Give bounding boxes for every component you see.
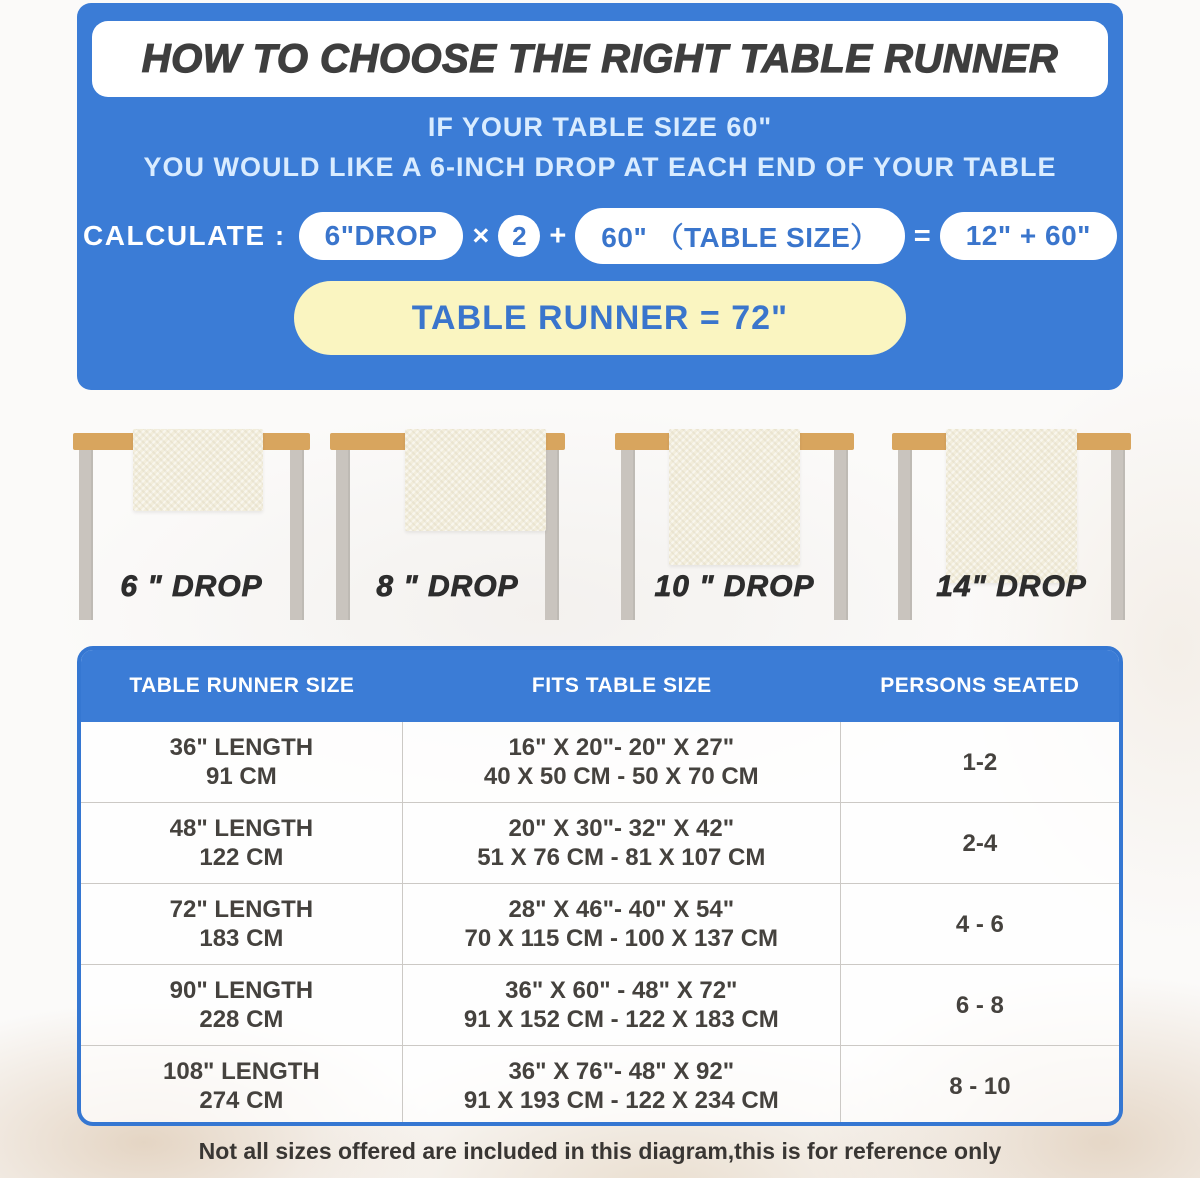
runner-size-inches: 72" LENGTH	[169, 896, 314, 923]
runner-size-cm: 122 CM	[199, 844, 284, 871]
title-banner	[92, 21, 1108, 97]
fits-size-cm: 51 X 76 CM - 81 X 107 CM	[477, 844, 766, 871]
persons-cell	[841, 803, 1119, 883]
table-row	[81, 1046, 1119, 1126]
persons-seated: 4 - 6	[955, 910, 1004, 938]
fits-size-cm: 91 X 193 CM - 122 X 234 CM	[463, 1087, 779, 1114]
size-table-header	[81, 650, 1119, 722]
fits-size-inches: 28" X 46"- 40" X 54"	[508, 896, 735, 923]
drop-pill: 6"DROP	[299, 212, 464, 260]
hero-panel	[77, 3, 1123, 390]
runner-size-inches: 108" LENGTH	[163, 1058, 320, 1085]
runner-size-cm: 91 CM	[206, 763, 277, 790]
runner-size-inches: 48" LENGTH	[169, 815, 314, 842]
persons-cell	[841, 722, 1119, 802]
fits-size-inches: 36" X 60" - 48" X 72"	[505, 977, 738, 1004]
subtitle-line-2: YOU WOULD LIKE A 6-INCH DROP AT EACH END OF YOUR TABLE	[143, 152, 1057, 182]
table-runner-cloth	[669, 429, 800, 565]
drop-label: 14" DROP	[936, 570, 1087, 603]
fits-size-cell	[403, 803, 841, 883]
persons-seated: 6 - 8	[955, 991, 1004, 1019]
drop-label: 8 " DROP	[376, 570, 519, 603]
calculation-row	[77, 208, 1123, 264]
table-runner-cloth	[133, 429, 263, 511]
subtitle-line-1: IF YOUR TABLE SIZE 60"	[427, 112, 773, 142]
runner-size-cm: 274 CM	[199, 1087, 284, 1114]
footer-note: Not all sizes offered are included in this diagram,this is for reference only	[198, 1138, 1002, 1164]
persons-seated: 1-2	[962, 748, 998, 776]
table-row	[81, 884, 1119, 965]
fits-size-cell	[403, 884, 841, 964]
fits-size-cm: 91 X 152 CM - 122 X 183 CM	[463, 1006, 779, 1033]
fits-size-inches: 16" X 20"- 20" X 27"	[508, 734, 735, 761]
calculate-label: CALCULATE :	[83, 220, 286, 251]
persons-seated: 8 - 10	[949, 1072, 1011, 1100]
runner-size-cm: 228 CM	[199, 1006, 284, 1033]
persons-cell	[841, 1046, 1119, 1126]
column-header-fits-size: FITS TABLE SIZE	[531, 674, 712, 697]
page-title: HOW TO CHOOSE THE RIGHT TABLE RUNNER	[141, 36, 1059, 81]
table-row	[81, 803, 1119, 884]
table-row	[81, 722, 1119, 803]
fits-size-cm: 70 X 115 CM - 100 X 137 CM	[464, 925, 779, 952]
fits-size-cell	[403, 965, 841, 1045]
fits-size-cell	[403, 722, 841, 802]
column-header-persons: PERSONS SEATED	[880, 674, 1080, 697]
sum-pill: 12" + 60"	[940, 212, 1117, 260]
fits-size-cm: 40 X 50 CM - 50 X 70 CM	[483, 763, 759, 790]
multiplier-badge: 2	[498, 215, 540, 257]
fits-size-inches: 20" X 30"- 32" X 42"	[508, 815, 735, 842]
runner-size-inches: 36" LENGTH	[169, 734, 314, 761]
plus-operator: +	[549, 219, 567, 252]
runner-size-cell	[81, 884, 403, 964]
drop-label: 6 " DROP	[120, 570, 263, 603]
table-size-pill: 60" （TABLE SIZE）	[575, 208, 904, 264]
multiply-operator: ×	[472, 219, 490, 252]
runner-size-cell	[81, 722, 403, 802]
column-header-runner-size: TABLE RUNNER SIZE	[129, 674, 355, 697]
equals-operator: =	[913, 219, 931, 252]
fits-size-inches: 36" X 76"- 48" X 92"	[508, 1058, 735, 1085]
table-row	[81, 965, 1119, 1046]
persons-seated: 2-4	[962, 829, 998, 857]
table-runner-cloth	[405, 429, 546, 531]
runner-size-cell	[81, 965, 403, 1045]
drop-label: 10 " DROP	[654, 570, 815, 603]
runner-size-cell	[81, 1046, 403, 1126]
fits-size-cell	[403, 1046, 841, 1126]
persons-cell	[841, 884, 1119, 964]
runner-size-cell	[81, 803, 403, 883]
persons-cell	[841, 965, 1119, 1045]
runner-result-pill: TABLE RUNNER = 72"	[294, 281, 906, 355]
runner-size-inches: 90" LENGTH	[169, 977, 314, 1004]
table-runner-cloth	[946, 429, 1077, 583]
runner-size-cm: 183 CM	[199, 925, 284, 952]
size-table	[77, 646, 1123, 1126]
